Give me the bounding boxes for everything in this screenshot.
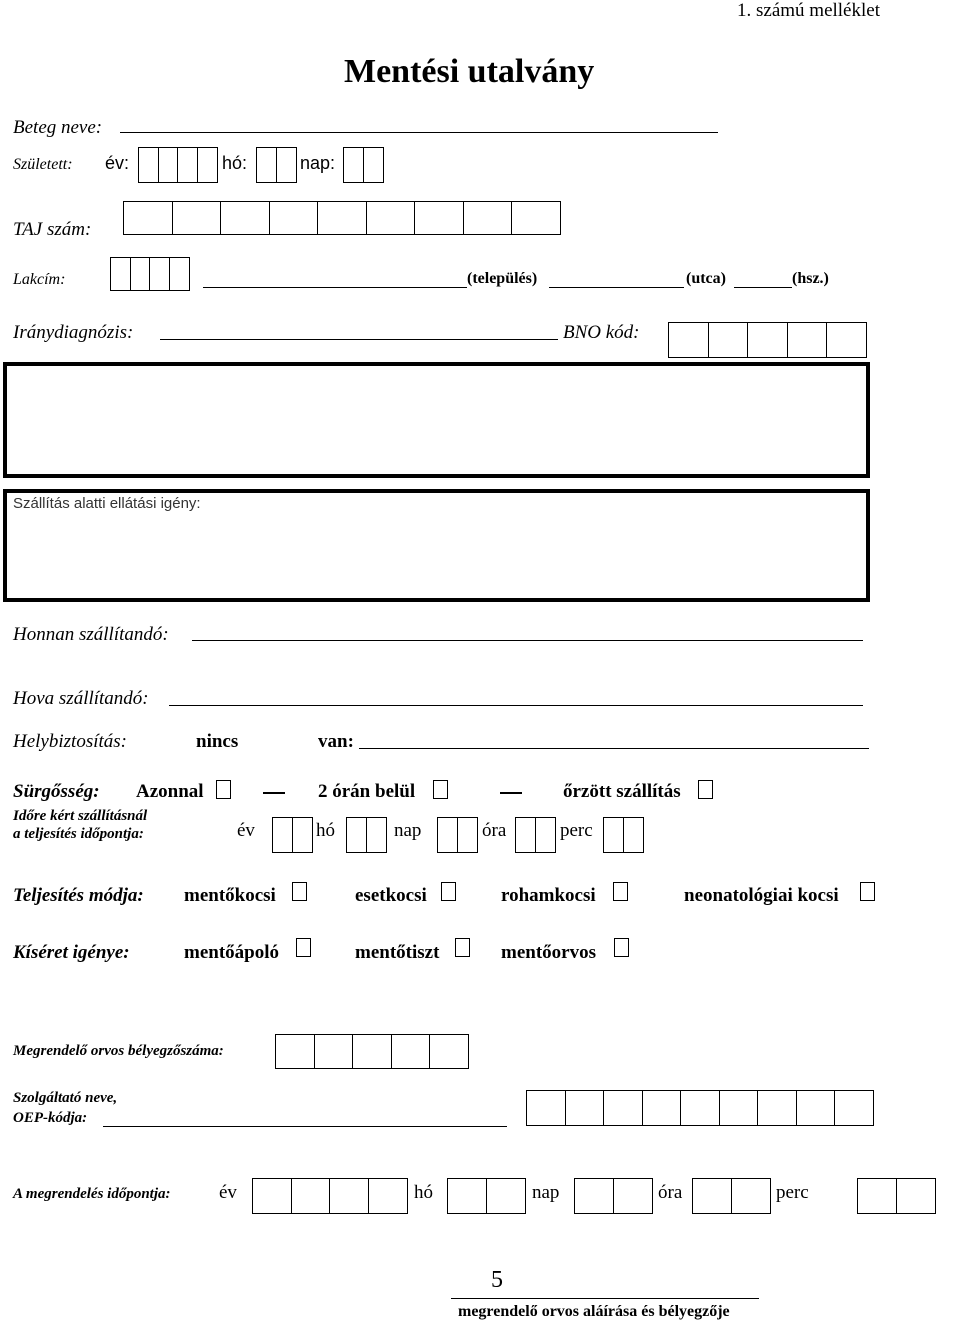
mode-ambulance-checkbox[interactable] — [292, 882, 307, 901]
order-hour-label: óra — [658, 1182, 683, 1203]
mode-emergency-car-label: rohamkocsi — [501, 885, 596, 906]
urgency-immediate-label: Azonnal — [136, 781, 204, 802]
seat-yes-label: van: — [318, 731, 354, 752]
house-number-label: (hsz.) — [792, 270, 829, 287]
order-year-label: év — [219, 1182, 237, 1203]
birth-day-label: nap: — [300, 153, 336, 173]
urgency-guarded-checkbox[interactable] — [698, 780, 713, 799]
to-field[interactable] — [169, 705, 863, 706]
timed-label-line1: Időre kért szállításnál — [13, 808, 148, 824]
house-number-field[interactable] — [734, 287, 792, 288]
signature-line[interactable] — [451, 1298, 759, 1299]
escort-label: Kíséret igénye: — [13, 942, 130, 963]
stamp-number-label: Megrendelő orvos bélyegzőszáma: — [13, 1043, 224, 1059]
to-label: Hova szállítandó: — [13, 688, 149, 709]
seat-label: Helybiztosítás: — [13, 731, 127, 752]
order-minute-label: perc — [776, 1182, 809, 1203]
from-label: Honnan szállítandó: — [13, 624, 169, 645]
birth-year-cells[interactable] — [138, 147, 216, 183]
birth-year-label: év: — [105, 153, 130, 173]
order-month-label: hó — [414, 1182, 433, 1203]
timed-year-label: év — [237, 820, 255, 841]
taj-cells[interactable] — [123, 201, 560, 235]
diagnosis-field[interactable] — [160, 339, 558, 340]
timed-year-cells[interactable] — [272, 817, 311, 853]
page-number: 5 — [491, 1267, 503, 1293]
order-day-cells[interactable] — [574, 1178, 651, 1214]
birth-day-cells[interactable] — [343, 147, 382, 183]
order-month-cells[interactable] — [447, 1178, 524, 1214]
mode-case-car-label: esetkocsi — [355, 885, 427, 906]
mode-label: Teljesítés módja: — [13, 885, 144, 906]
order-hour-cells[interactable] — [692, 1178, 769, 1214]
birth-month-label: hó: — [222, 153, 248, 173]
mode-case-car-checkbox[interactable] — [441, 882, 456, 901]
birth-month-cells[interactable] — [256, 147, 295, 183]
settlement-field[interactable] — [203, 287, 467, 288]
escort-nurse-label: mentőápoló — [184, 942, 279, 963]
patient-name-field[interactable] — [120, 132, 718, 133]
timed-minute-label: perc — [560, 820, 593, 841]
escort-doctor-checkbox[interactable] — [614, 938, 629, 957]
order-year-cells[interactable] — [252, 1178, 406, 1214]
diagnosis-label: Iránydiagnózis: — [13, 322, 134, 343]
bno-label: BNO kód: — [563, 322, 640, 343]
mode-neonatal-label: neonatológiai kocsi — [684, 885, 839, 906]
born-label: Született: — [13, 156, 73, 173]
urgency-immediate-checkbox[interactable] — [216, 780, 231, 799]
escort-officer-checkbox[interactable] — [455, 938, 470, 957]
oep-code-cells[interactable] — [526, 1090, 873, 1126]
separator-dash — [500, 792, 522, 794]
mode-emergency-car-checkbox[interactable] — [613, 882, 628, 901]
seat-none-label: nincs — [196, 731, 239, 752]
stamp-number-cells[interactable] — [275, 1034, 468, 1069]
timed-month-label: hó — [316, 820, 335, 841]
annex-label: 1. számú melléklet — [737, 0, 880, 21]
separator-dash — [263, 792, 285, 794]
escort-nurse-checkbox[interactable] — [296, 938, 311, 957]
escort-officer-label: mentőtiszt — [355, 942, 440, 963]
mode-ambulance-label: mentőkocsi — [184, 885, 276, 906]
provider-label-line2: OEP-kódja: — [13, 1110, 88, 1126]
timed-day-label: nap — [394, 820, 422, 841]
mode-neonatal-checkbox[interactable] — [860, 882, 875, 901]
signature-label: megrendelő orvos aláírása és bélyegzője — [458, 1303, 730, 1320]
timed-month-cells[interactable] — [346, 817, 385, 853]
timed-minute-cells[interactable] — [603, 817, 642, 853]
page-title: Mentési utalvány — [344, 53, 595, 90]
urgency-guarded-label: őrzött szállítás — [563, 781, 681, 802]
patient-name-label: Beteg neve: — [13, 117, 103, 138]
timed-day-cells[interactable] — [437, 817, 476, 853]
order-time-label: A megrendelés időpontja: — [13, 1186, 171, 1202]
settlement-label: (település) — [467, 270, 538, 287]
escort-doctor-label: mentőorvos — [501, 942, 596, 963]
care-need-label: Szállítás alatti ellátási igény: — [13, 495, 201, 512]
urgency-label: Sürgősség: — [13, 781, 100, 802]
urgency-2h-checkbox[interactable] — [433, 780, 448, 799]
order-minute-cells[interactable] — [857, 1178, 934, 1214]
timed-hour-cells[interactable] — [515, 817, 554, 853]
therapy-box[interactable] — [3, 362, 870, 478]
provider-label-line1: Szolgáltató neve, — [13, 1090, 118, 1106]
seat-field[interactable] — [359, 748, 869, 749]
bno-cells[interactable] — [668, 322, 866, 358]
taj-label: TAJ szám: — [13, 219, 92, 240]
order-day-label: nap — [532, 1182, 560, 1203]
address-label: Lakcím: — [13, 271, 66, 288]
timed-hour-label: óra — [482, 820, 507, 841]
provider-field[interactable] — [103, 1126, 507, 1127]
urgency-2h-label: 2 órán belül — [318, 781, 416, 802]
from-field[interactable] — [192, 640, 863, 641]
postcode-cells[interactable] — [110, 257, 188, 291]
street-label: (utca) — [686, 270, 726, 287]
timed-label-line2: a teljesítés időpontja: — [13, 826, 144, 842]
street-field[interactable] — [549, 287, 684, 288]
